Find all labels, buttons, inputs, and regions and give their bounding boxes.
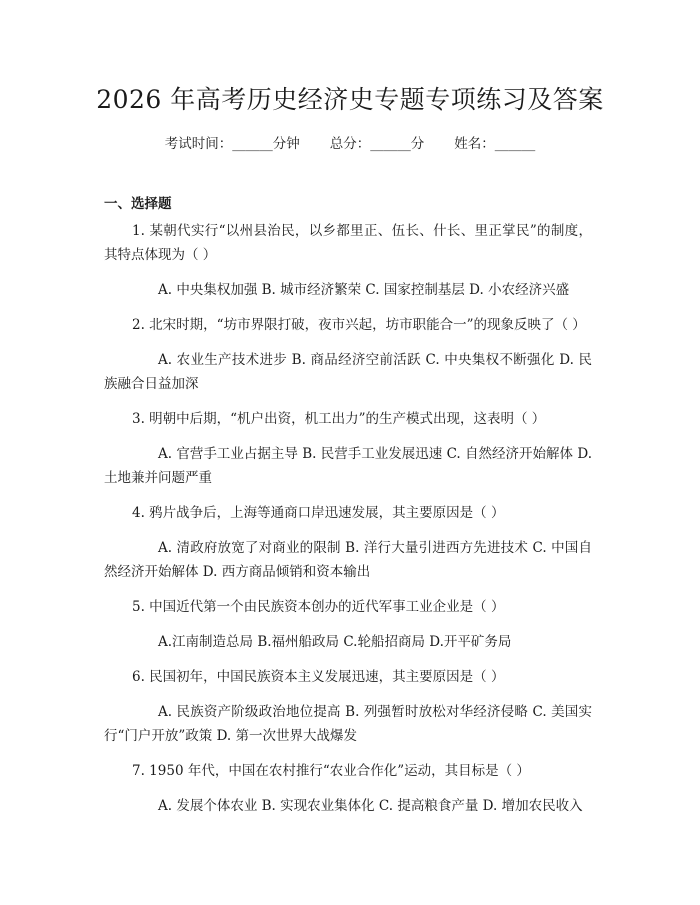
question-4-stem: 4. 鸦片战争后，上海等通商口岸迅速发展，其主要原因是（ ） [132, 505, 505, 521]
exam-info-line [0, 132, 700, 152]
question-2-stem: 2. 北宋时期，“坊市界限打破，夜市兴起，坊市职能合一”的现象反映了（ ） [132, 317, 586, 333]
question-7-stem: 7. 1950 年代，中国在农村推行“农业合作化”运动，其目标是（ ） [132, 763, 530, 779]
question-5-stem: 5. 中国近代第一个由民族资本创办的近代军事工业企业是（ ） [132, 599, 505, 615]
question-2-options: A. 农业生产技术进步 B. 商品经济空前活跃 C. 中央集权不断强化 D. 民族融合日益加深 [104, 352, 592, 392]
question-6-options: A. 民族资产阶级政治地位提高 B. 列强暂时放松对华经济侵略 C. 美国实行“门户开放”政策 D. 第一次世界大战爆发 [104, 704, 592, 744]
question-4-options: A. 清政府放宽了对商业的限制 B. 洋行大量引进西方先进技术 C. 中国自然经济开始解体 D. 西方商品倾销和资本输出 [104, 540, 592, 580]
question-7-options: A. 发展个体农业 B. 实现农业集体化 C. 提高粮食产量 D. 增加农民收入 [158, 798, 583, 814]
total-score-field: 总分：______分 [329, 136, 425, 152]
document-title: 2026 年高考历史经济史专题专项练习及答案 [96, 85, 604, 114]
question-list [104, 219, 592, 829]
question-5-options: A.江南制造总局 B.福州船政局 C.轮船招商局 D.开平矿务局 [158, 634, 512, 650]
question-1-stem: 1. 某朝代实行“以州县治民，以乡都里正、伍长、什长、里正掌民”的制度，其特点体现为（ ） [104, 223, 592, 263]
exam-time-field: 考试时间：______分钟 [164, 136, 300, 152]
question-6-stem: 6. 民国初年，中国民族资本主义发展迅速，其主要原因是（ ） [132, 669, 505, 685]
question-3-stem: 3. 明朝中后期，“机户出资，机工出力”的生产模式出现，这表明（ ） [132, 411, 546, 427]
question-3-options: A. 官营手工业占据主导 B. 民营手工业发展迅速 C. 自然经济开始解体 D. 土地兼并问题严重 [104, 446, 592, 486]
section-title: 一、选择题 [104, 196, 172, 212]
student-name-field: 姓名：______ [454, 136, 536, 152]
question-1-options: A. 中央集权加强 B. 城市经济繁荣 C. 国家控制基层 D. 小农经济兴盛 [158, 282, 570, 298]
